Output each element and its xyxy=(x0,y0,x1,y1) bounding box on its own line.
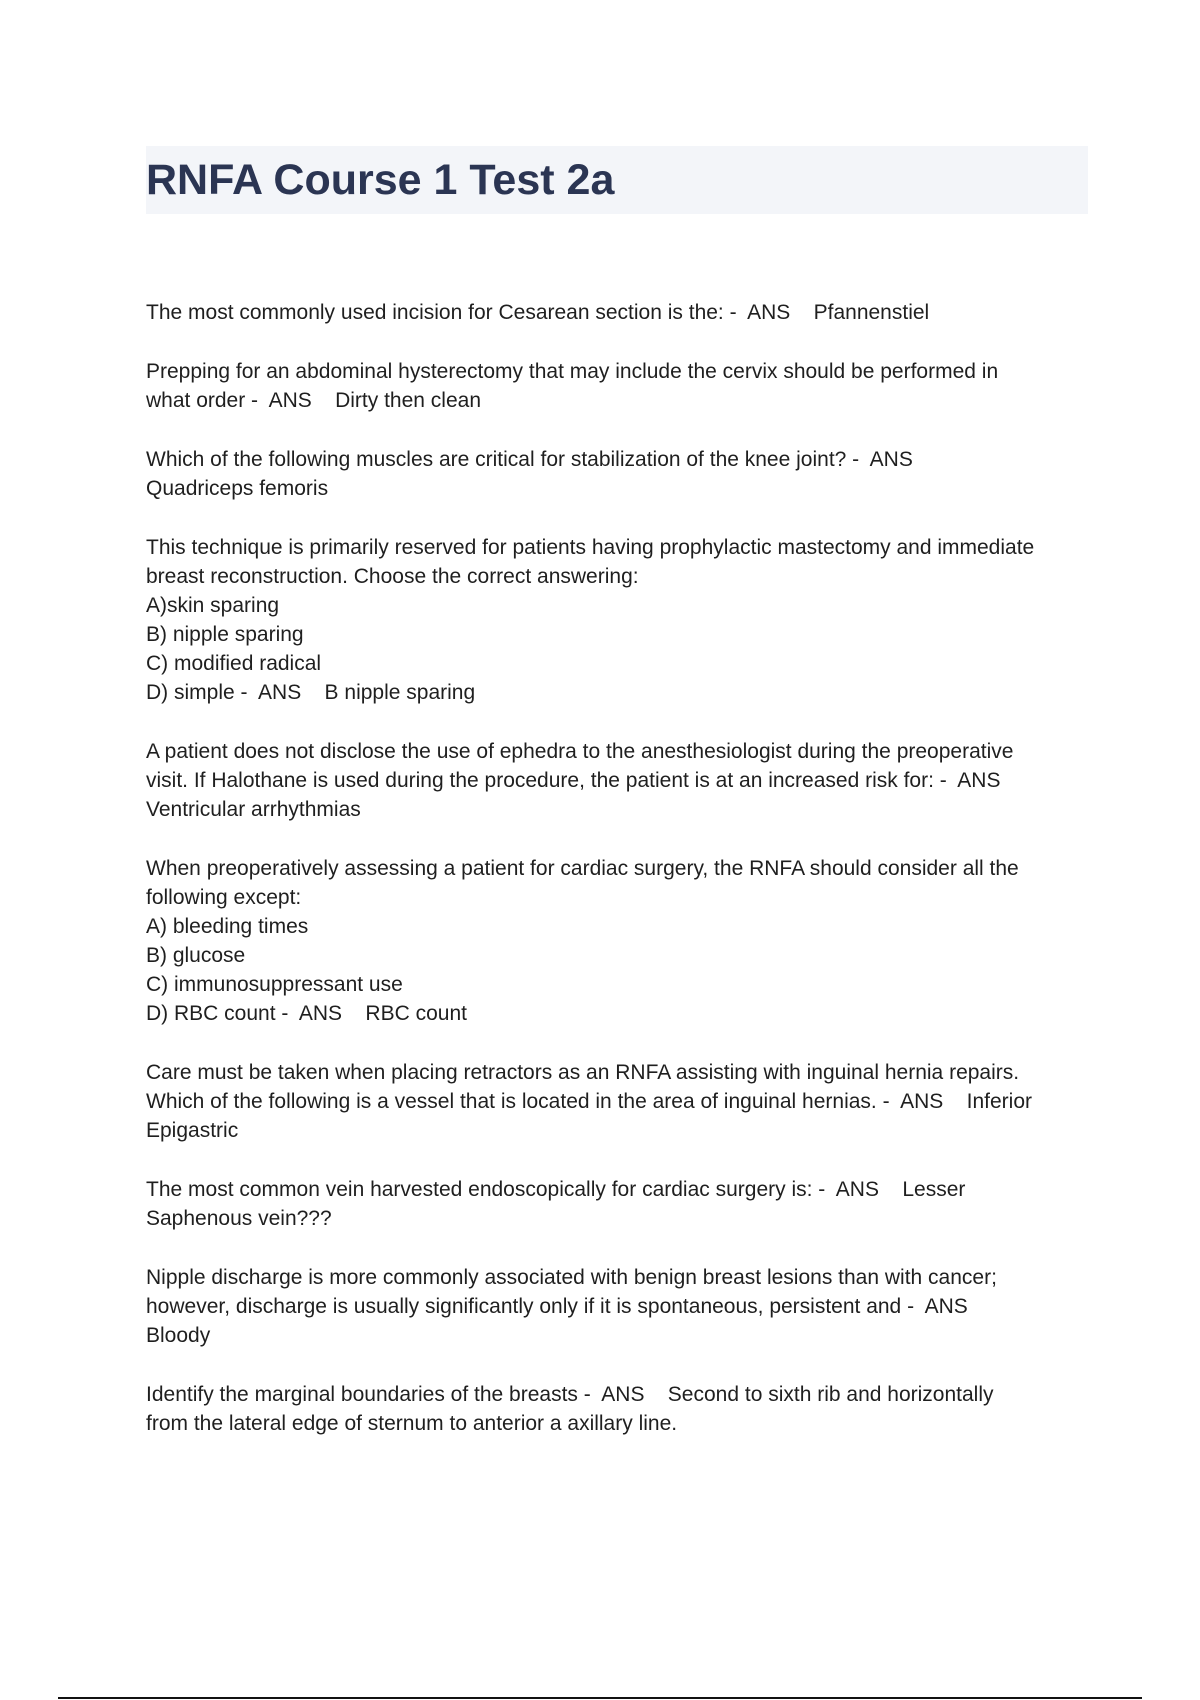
answer-text: B nipple sparing xyxy=(307,681,476,704)
qa-item xyxy=(146,1380,1106,1438)
answer-text: Dirty then clean xyxy=(317,389,481,412)
question-text: Prepping for an abdominal hysterectomy that may include the cervix should be performed in what order - xyxy=(146,360,999,412)
qa-item xyxy=(146,1058,1106,1145)
qa-item xyxy=(146,533,1106,707)
qa-item xyxy=(146,854,1106,1028)
answer-label: ANS xyxy=(263,389,318,412)
answer-label: ANS xyxy=(952,769,1001,792)
question-text: Nipple discharge is more commonly associated with benign breast lesions than with cancer; however, discharge is usually significantly only if it is spontaneous, persistent and - xyxy=(146,1266,997,1318)
answer-label: ANS xyxy=(895,1090,950,1113)
question-text: Identify the marginal boundaries of the breasts - xyxy=(146,1383,597,1406)
answer-text: RBC count xyxy=(347,1002,467,1025)
qa-item xyxy=(146,445,1106,503)
answer-text: Inferior Epigastric xyxy=(146,1090,1032,1142)
answer-text: Lesser Saphenous vein??? xyxy=(146,1178,966,1230)
answer-text: Pfannenstiel xyxy=(796,301,930,324)
answer-label: ANS xyxy=(865,448,913,471)
qa-item xyxy=(146,298,1106,327)
question-text: Care must be taken when placing retractors as an RNFA assisting with inguinal hernia repairs. Which of the following is a vessel that is located in the area of inguinal hernias. - xyxy=(146,1061,1020,1113)
title-banner xyxy=(146,146,1088,214)
question-text: When preoperatively assessing a patient for cardiac surgery, the RNFA should consider all the following except: A) bleeding times B) glucose C) immunosuppressant use D) RBC count - xyxy=(146,857,1019,1025)
answer-text: Bloody xyxy=(146,1324,211,1347)
qa-item xyxy=(146,1263,1106,1350)
qa-item xyxy=(146,737,1106,824)
qa-list xyxy=(146,298,1106,1468)
qa-item xyxy=(146,357,1106,415)
qa-item xyxy=(146,1175,1106,1233)
answer-text: Quadriceps femoris xyxy=(146,477,329,500)
answer-label: ANS xyxy=(253,681,308,704)
answer-label: ANS xyxy=(596,1383,651,1406)
document-title: RNFA Course 1 Test 2a xyxy=(146,156,615,204)
answer-text: Ventricular arrhythmias xyxy=(146,798,361,821)
question-text: A patient does not disclose the use of ephedra to the anesthesiologist during the preoperative visit. If Halothane is used during the procedure, the patient is at an increased risk for: - xyxy=(146,740,1014,792)
answer-label: ANS xyxy=(831,1178,885,1201)
question-text: The most common vein harvested endoscopically for cardiac surgery is: - xyxy=(146,1178,832,1201)
question-text: This technique is primarily reserved for patients having prophylactic mastectomy and immediate breast reconstruction. Choose the correct answering: A)skin sparing B) nipple sparing C) modified radical D) simple - xyxy=(146,536,1035,704)
answer-text: Second to sixth rib and horizontally from the lateral edge of sternum to anterior a axillary line. xyxy=(146,1383,994,1435)
question-text: The most commonly used incision for Cesarean section is the: - xyxy=(146,301,743,324)
question-text: Which of the following muscles are critical for stabilization of the knee joint? - xyxy=(146,448,865,471)
answer-label: ANS xyxy=(742,301,797,324)
answer-label: ANS xyxy=(919,1295,968,1318)
footer-divider xyxy=(58,1697,1142,1699)
answer-label: ANS xyxy=(294,1002,348,1025)
